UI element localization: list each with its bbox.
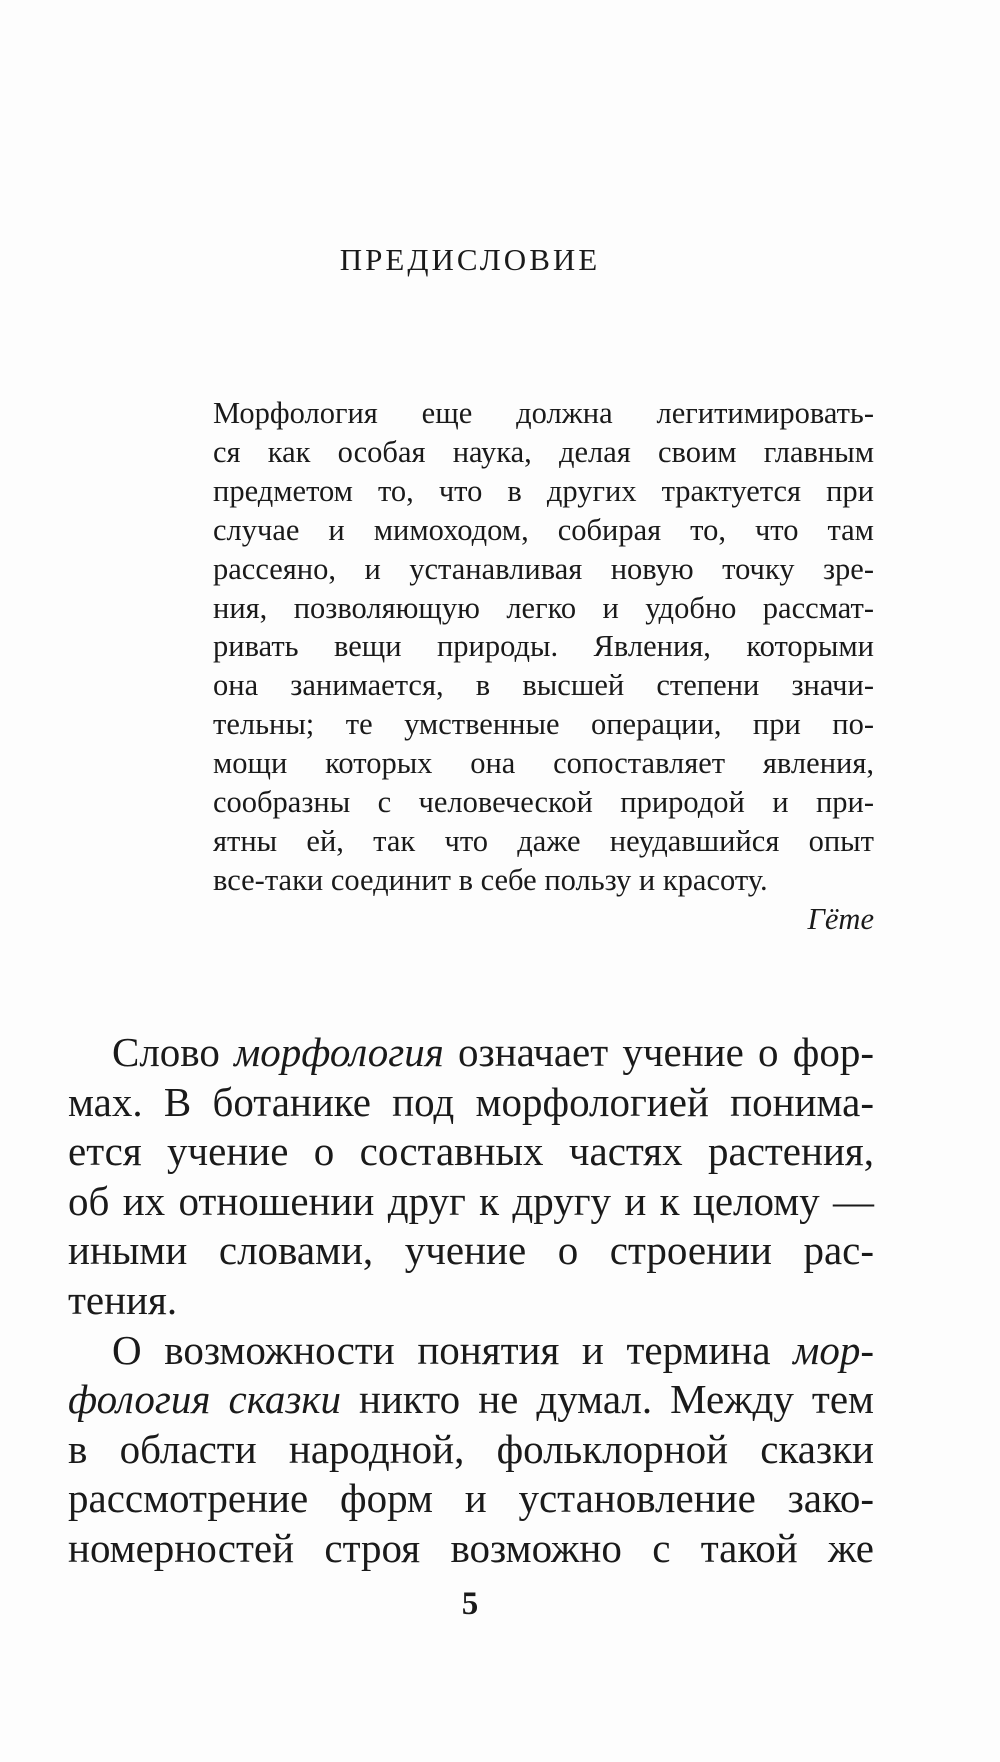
text-line bbox=[213, 783, 874, 822]
text-segment: в области народной, фольклорной сказки bbox=[68, 1425, 874, 1472]
italic-term: фология сказки bbox=[68, 1376, 342, 1423]
text-segment: номерностей строя возможно с такой же bbox=[68, 1524, 874, 1571]
text-segment: Морфология еще должна легитимировать- bbox=[213, 396, 874, 430]
text-line bbox=[213, 550, 874, 589]
epigraph-author bbox=[213, 900, 874, 939]
text-line bbox=[213, 472, 874, 511]
text-segment: ривать вещи природы. Явления, которыми bbox=[213, 629, 874, 664]
text-segment: случае и мимоходом, собирая то, что там bbox=[213, 512, 874, 547]
italic-term: мор- bbox=[793, 1326, 874, 1373]
text-line bbox=[68, 1078, 874, 1128]
text-segment: ния, позволяющую легко и удобно рассмат- bbox=[213, 590, 874, 625]
text-line bbox=[68, 1375, 874, 1425]
paragraph bbox=[68, 1326, 874, 1574]
text-line bbox=[213, 433, 874, 472]
text-line bbox=[213, 627, 874, 666]
text-segment: сообразны с человеческой природой и при- bbox=[213, 785, 874, 820]
text-line bbox=[213, 666, 874, 705]
text-segment: означает учение о фор- bbox=[443, 1029, 875, 1075]
text-line bbox=[68, 1028, 874, 1078]
text-segment: никто не думал. Между тем bbox=[341, 1376, 874, 1423]
text-segment: мах. В ботанике под морфологией понима- bbox=[68, 1078, 874, 1125]
text-line bbox=[213, 744, 874, 783]
text-segment: тения. bbox=[68, 1276, 178, 1323]
text-line bbox=[213, 705, 874, 744]
text-line bbox=[68, 1177, 874, 1227]
text-line bbox=[68, 1127, 874, 1177]
text-line bbox=[68, 1226, 874, 1276]
text-segment: она занимается, в высшей степени значи- bbox=[213, 668, 874, 703]
text-line bbox=[68, 1474, 874, 1524]
epigraph-author-name: Гёте bbox=[807, 901, 874, 936]
text-line bbox=[68, 1425, 874, 1475]
text-line bbox=[68, 1276, 874, 1326]
text-line bbox=[213, 861, 874, 900]
text-line bbox=[213, 822, 874, 861]
text-segment: ятны ей, так что даже неудавшийся опыт bbox=[213, 823, 874, 858]
text-segment: предметом то, что в других трактуется при bbox=[213, 473, 874, 508]
text-segment: ется учение о составных частях растения, bbox=[68, 1128, 874, 1175]
text-segment: все-таки соединит в себе пользу и красоту. bbox=[213, 862, 768, 897]
text-segment: иными словами, учение о строении рас- bbox=[68, 1227, 874, 1274]
text-line bbox=[213, 511, 874, 550]
paragraph bbox=[68, 1028, 874, 1326]
text-line bbox=[213, 394, 874, 433]
text-segment: рассмотрение форм и установление зако- bbox=[68, 1475, 874, 1522]
chapter-title: ПРЕДИСЛОВИЕ bbox=[339, 242, 601, 277]
page-number: 5 bbox=[461, 1586, 479, 1622]
text-segment: тельны; те умственные операции, при по- bbox=[213, 707, 874, 742]
epigraph bbox=[213, 394, 874, 939]
text-segment: рассеяно, и устанавливая новую точку зре- bbox=[213, 551, 874, 586]
text-segment: ся как особая наука, делая своим главным bbox=[213, 434, 874, 469]
text-line bbox=[68, 1524, 874, 1574]
body-text bbox=[68, 1028, 874, 1574]
text-segment: Слово bbox=[112, 1029, 235, 1075]
text-segment: об их отношении друг к другу и к целому — bbox=[68, 1177, 874, 1224]
text-line bbox=[213, 589, 874, 628]
text-segment: О возможности понятия и термина bbox=[112, 1326, 794, 1373]
text-segment: мощи которых она сопоставляет явления, bbox=[213, 746, 874, 781]
text-line bbox=[68, 1326, 874, 1376]
italic-term: морфология bbox=[234, 1029, 444, 1075]
